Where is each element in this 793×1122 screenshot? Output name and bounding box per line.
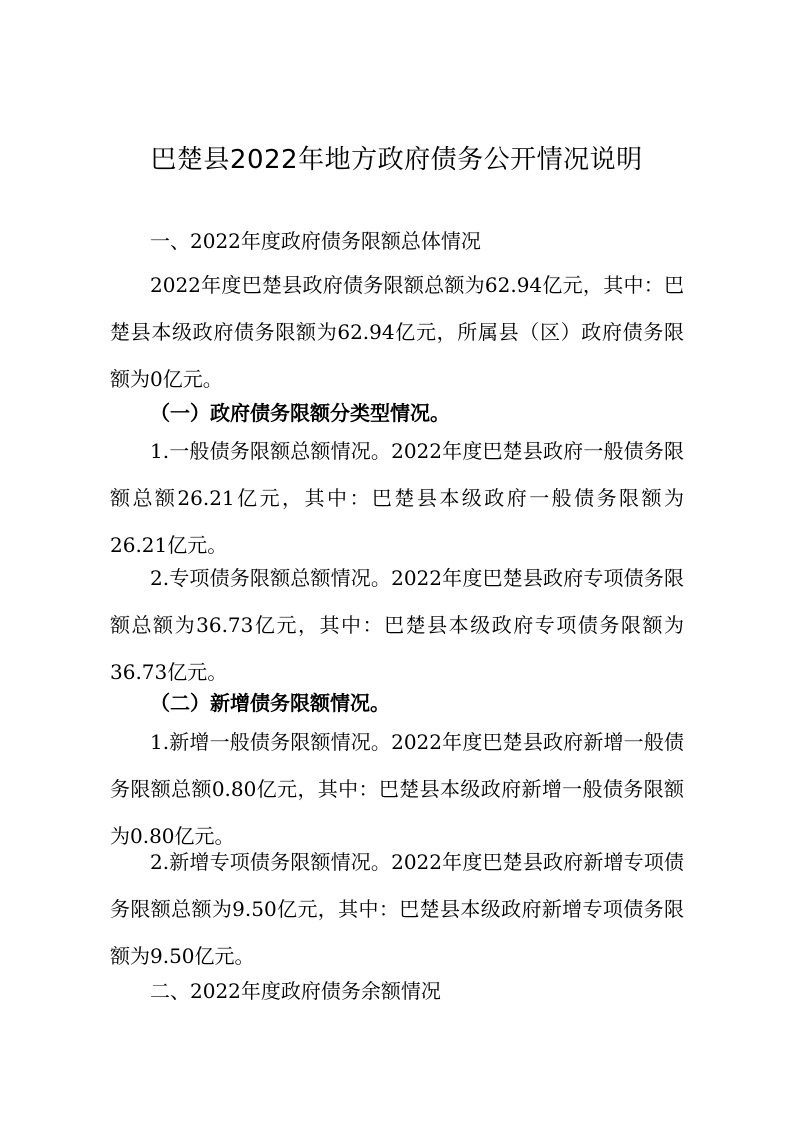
- paragraph-special-debt-limit: 2.专项债务限额总额情况。2022年度巴楚县政府专项债务限额总额为36.73亿元，其中：巴楚县本级政府专项债务限额为36.73亿元。: [110, 566, 684, 684]
- document-title: 巴楚县2022年地方政府债务公开情况说明: [150, 145, 643, 175]
- paragraph-general-debt-limit: 1.一般债务限额总额情况。2022年度巴楚县政府一般债务限额总额26.21亿元，其中：巴楚县本级政府一般债务限额为26.21亿元。: [110, 439, 684, 557]
- paragraph-new-special-debt: 2.新增专项债务限额情况。2022年度巴楚县政府新增专项债务限额总额为9.50亿元，其中：巴楚县本级政府新增专项债务限额为9.50亿元。: [110, 850, 684, 968]
- subsection-heading-1: （一）政府债务限额分类型情况。: [150, 401, 450, 425]
- section-heading-2: 二、2022年度政府债务余额情况: [150, 979, 441, 1003]
- subsection-heading-2: （二）新增债务限额情况。: [150, 691, 390, 715]
- section-heading-1: 一、2022年度政府债务限额总体情况: [150, 229, 481, 253]
- paragraph-new-general-debt: 1.新增一般债务限额情况。2022年度巴楚县政府新增一般债务限额总额0.80亿元，其中：巴楚县本级政府新增一般债务限额为0.80亿元。: [110, 730, 684, 848]
- paragraph-limit-total: 2022年度巴楚县政府债务限额总额为62.94亿元，其中：巴楚县本级政府债务限额为62.94亿元，所属县（区）政府债务限额为0亿元。: [110, 273, 684, 391]
